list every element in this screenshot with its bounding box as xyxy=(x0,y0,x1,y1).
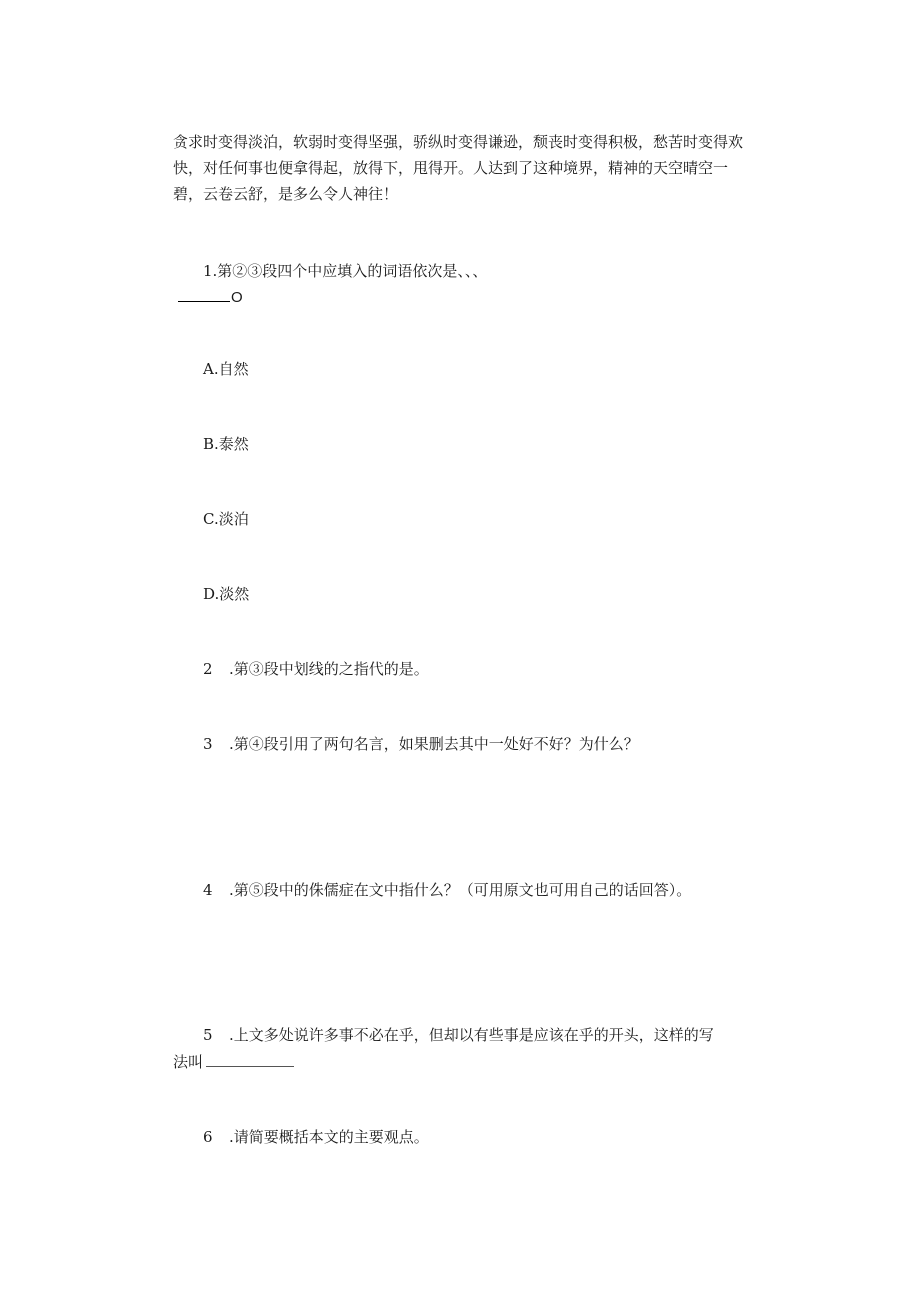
option-a: A.自然 xyxy=(203,360,249,378)
passage-paragraph: 贪求时变得淡泊，软弱时变得坚强，骄纵时变得谦逊，颓丧时变得积极，愁苦时变得欢快，对任何事也便拿得起，放得下，甩得开。人达到了这种境界，精神的天空晴空一碧，云卷云舒，是多么令人神往！ xyxy=(173,133,744,203)
option-d: D.淡然 xyxy=(203,585,250,603)
question-5 xyxy=(203,1024,714,1046)
question-5-continued xyxy=(173,1051,294,1073)
question-number: 5 xyxy=(203,1026,213,1044)
question-number: 2 xyxy=(203,660,213,678)
question-text: .上文多处说许多事不必在乎，但却以有些事是应该在乎的开头，这样的写 xyxy=(229,1026,714,1044)
question-4 xyxy=(203,879,691,901)
option-c: C.淡泊 xyxy=(203,510,249,528)
question-1-answer-line xyxy=(178,286,243,309)
question-text: .请简要概括本文的主要观点。 xyxy=(229,1128,429,1146)
question-text: .第③段中划线的之指代的是。 xyxy=(229,660,429,678)
answer-blank xyxy=(178,287,230,302)
answer-blank xyxy=(206,1052,294,1067)
question-number: 3 xyxy=(203,735,213,753)
question-text: .第⑤段中的侏儒症在文中指什么？（可用原文也可用自己的话回答）。 xyxy=(229,881,692,899)
option-b: B.泰然 xyxy=(203,435,249,453)
question-3 xyxy=(203,733,639,755)
question-text: .第④段引用了两句名言，如果删去其中一处好不好？为什么？ xyxy=(229,735,639,753)
question-1-end-mark: O xyxy=(231,289,243,306)
question-text: 法叫 xyxy=(173,1053,204,1071)
question-number: 6 xyxy=(203,1128,213,1146)
question-6 xyxy=(203,1126,429,1148)
question-2 xyxy=(203,658,429,680)
question-1: 1.第②③段四个中应填入的词语依次是、、、 xyxy=(203,262,488,280)
question-number: 4 xyxy=(203,881,213,899)
